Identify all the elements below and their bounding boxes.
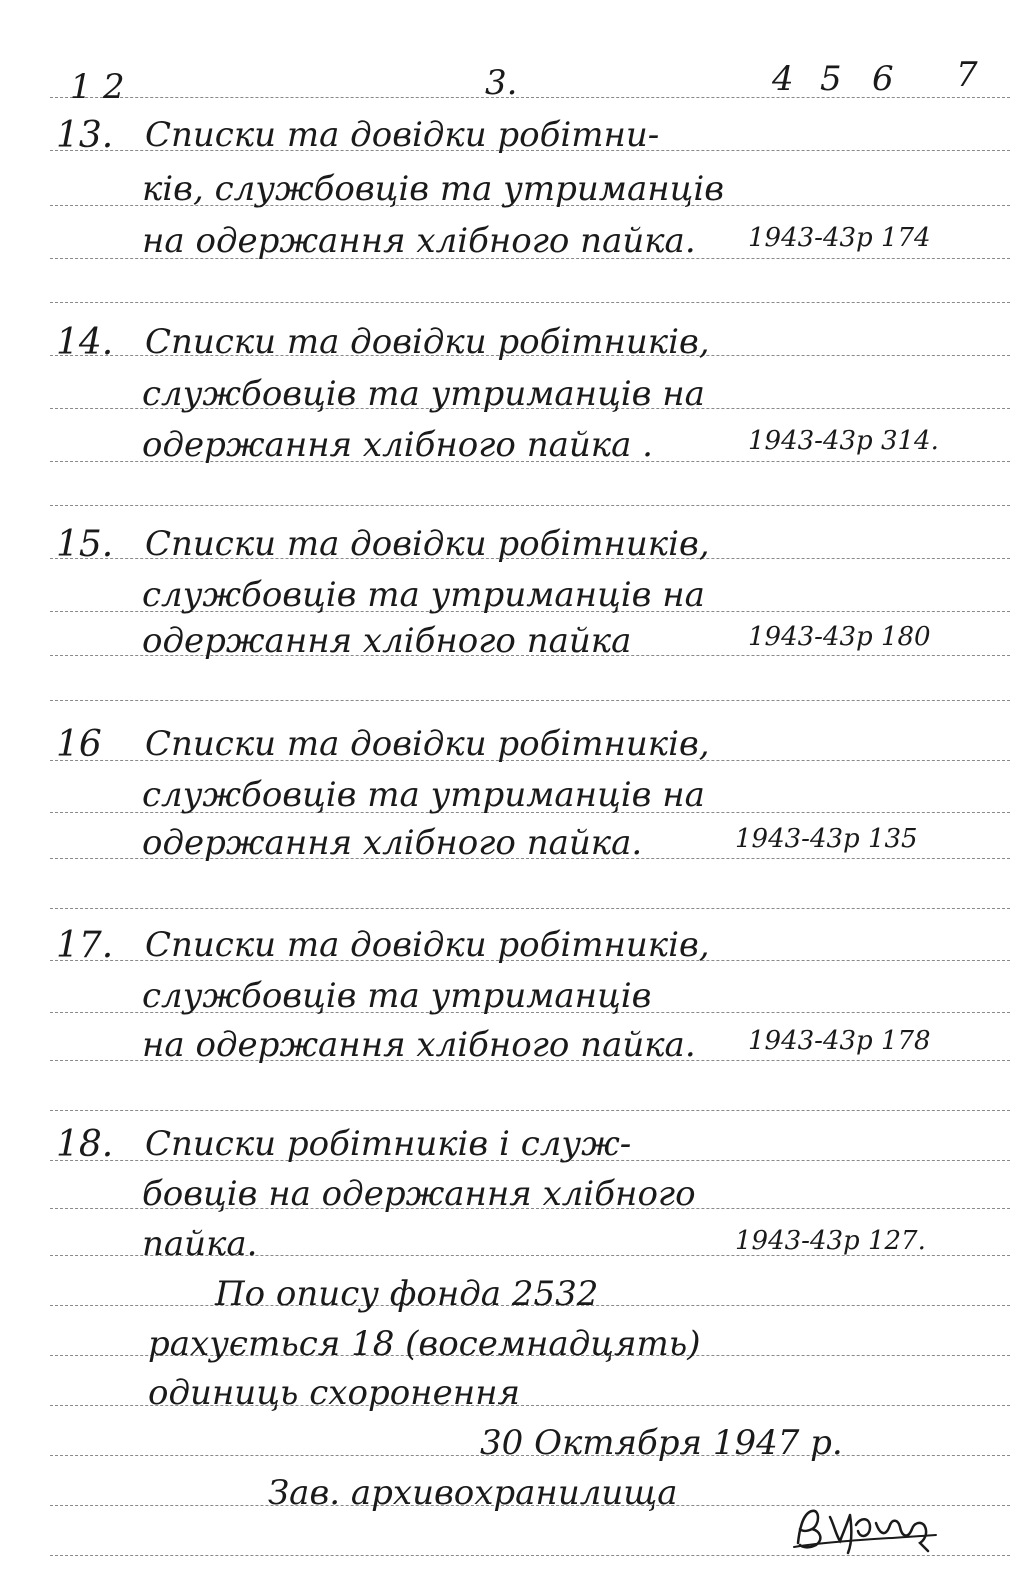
column-header-2: 2 [103, 67, 125, 107]
entry-number: 16 [56, 724, 102, 765]
entry-dates-and-sheets: 1943-43р 127. [735, 1226, 926, 1256]
entry-text-line: службовців та утриманців на [142, 575, 705, 615]
entry-number: 14. [56, 322, 114, 363]
entry-text-line: службовців та утриманців [142, 976, 652, 1016]
entry-text-line: Списки та довідки робітників, [145, 322, 710, 362]
rule-line [50, 1555, 1010, 1556]
column-header-6: 6 [872, 59, 894, 99]
entry-text-line: службовців та утриманців на [142, 374, 705, 414]
rule-line [50, 700, 1010, 701]
column-header-1: 1 [70, 67, 92, 107]
entry-dates-and-sheets: 1943-43р 314. [748, 426, 939, 456]
rule-line [50, 97, 1010, 98]
entry-text-line: на одержання хлібного пайка. [142, 1025, 696, 1065]
entry-number: 13. [56, 115, 114, 156]
entry-text-line: Списки та довідки робітників, [145, 524, 710, 564]
rule-line [50, 505, 1010, 506]
entry-dates-and-sheets: 1943-43р 180 [748, 622, 931, 652]
rule-line [50, 302, 1010, 303]
entry-text-line: на одержання хлібного пайка. [142, 221, 696, 261]
entry-text-line: бовців на одержання хлібного [142, 1174, 696, 1214]
entry-text-line: Списки та довідки робітни- [145, 115, 660, 155]
footer-count-note: рахується 18 (восемнадцять) [148, 1324, 701, 1364]
footer-date: 30 Октября 1947 р. [480, 1423, 843, 1463]
rule-line [50, 1110, 1010, 1111]
footer-signatory-title: Зав. архивохранилища [268, 1473, 678, 1513]
footer-storage-units: одиниць схоронення [148, 1373, 520, 1413]
entry-text-line: одержання хлібного пайка . [142, 425, 653, 465]
entry-text-line: одержання хлібного пайка. [142, 823, 643, 863]
entry-text-line: одержання хлібного пайка [142, 621, 632, 661]
entry-text-line: Списки робітників і служ- [145, 1124, 632, 1164]
entry-number: 18. [56, 1124, 114, 1165]
entry-text-line: службовців та утриманців на [142, 775, 705, 815]
column-header-5: 5 [820, 59, 842, 99]
entry-text-line: Списки та довідки робітників, [145, 724, 710, 764]
column-header-4: 4 [772, 59, 794, 99]
column-header-7: 7 [956, 55, 978, 95]
handwritten-signature [790, 1495, 940, 1555]
column-header-3: 3. [485, 63, 518, 103]
entry-text-line: ків, службовців та утриманців [142, 169, 725, 209]
rule-line [50, 908, 1010, 909]
entry-text-line: Списки та довідки робітників, [145, 925, 710, 965]
footer-inventory-note: По опису фонда 2532 [215, 1274, 599, 1314]
entry-number: 17. [56, 925, 114, 966]
entry-number: 15. [56, 524, 114, 565]
entry-dates-and-sheets: 1943-43р 178 [748, 1026, 931, 1056]
entry-dates-and-sheets: 1943-43р 135 [735, 824, 918, 854]
entry-dates-and-sheets: 1943-43р 174 [748, 223, 931, 253]
entry-text-line: пайка. [142, 1224, 258, 1264]
